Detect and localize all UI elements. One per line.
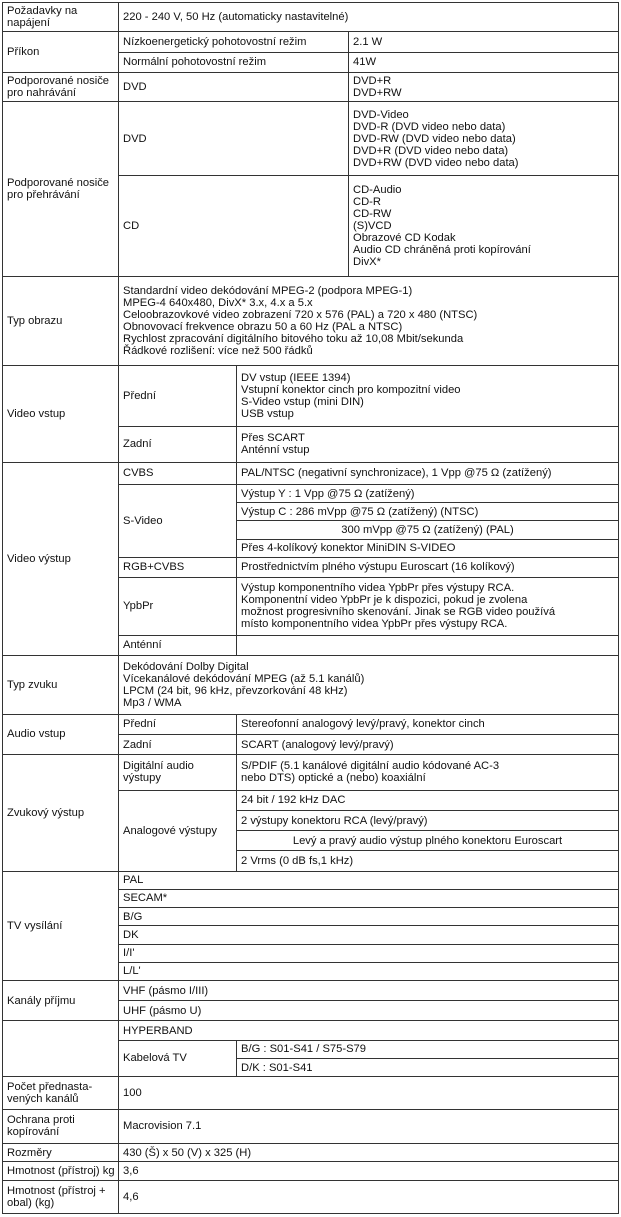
label-tv: TV vysílání (3, 871, 119, 980)
row-cable-hyperband (3, 1021, 619, 1040)
audio-out-digital-list (237, 755, 619, 790)
label-video-out: Video výstup (3, 462, 119, 655)
svideo-spec: Výstup C : 286 mVpp @75 Ω (zatížený) (NTSC) (237, 503, 619, 521)
picture-list (119, 277, 619, 366)
label-weight: Hmotnost (přístroj) kg (3, 1162, 119, 1181)
video-out-ypbpr-label: YpbPr (119, 578, 237, 636)
video-out-cvbs-label: CVBS (119, 462, 237, 484)
label-copy-protection: Ochrana proti kopírování (3, 1109, 119, 1143)
list-item: Řádkové rozlišení: více než 500 řádků (123, 345, 313, 358)
video-in-rear-list (237, 427, 619, 462)
label-dimensions: Rozměry (3, 1143, 119, 1161)
spec-table (2, 2, 619, 1214)
list-item: Rychlost zpracování digitálního bitového toku až 10,08 Mbit/sekunda (123, 333, 464, 346)
row-weight-box (3, 1181, 619, 1214)
label-power-requirement: Požadavky na napájení (3, 3, 119, 32)
row-video-in-front (3, 366, 619, 427)
list-item: Dekódování Dolby Digital (123, 660, 249, 673)
row-channels (3, 980, 619, 1000)
list-item: Anténní vstup (241, 444, 310, 457)
presets-value: 100 (119, 1077, 619, 1109)
label-play-media: Podporované nosiče pro přehrávání (3, 102, 119, 277)
label-channels: Kanály příjmu (3, 980, 119, 1021)
list-item: Vícekanálové dekódování MPEG (až 5.1 kanálů) (123, 672, 365, 685)
row-weight (3, 1162, 619, 1181)
row-picture (3, 277, 619, 366)
tv-system: L/L' (119, 962, 619, 980)
video-out-antenna-value (237, 635, 619, 655)
cable-label: Kabelová TV (119, 1040, 237, 1076)
row-presets (3, 1077, 619, 1109)
list-item: Přes SCART (241, 432, 305, 445)
row-audio-in-front (3, 714, 619, 734)
cable-hyperband: HYPERBAND (119, 1021, 619, 1040)
audio-type-list (119, 656, 619, 715)
copy-protection-value: Macrovision 7.1 (119, 1109, 619, 1143)
list-item: S/PDIF (5.1 kanálové digitální audio kódované AC-3 (241, 760, 500, 773)
list-item: (S)VCD (353, 220, 392, 233)
video-in-rear-label: Zadní (119, 427, 237, 462)
tv-system: I/I' (119, 944, 619, 962)
cable-range: B/G : S01-S41 / S75-S79 (237, 1040, 619, 1058)
list-item: DVD-R (DVD video nebo data) (353, 120, 506, 133)
video-out-antenna-label: Anténní (119, 635, 237, 655)
dimensions-value: 430 (Š) x 50 (V) x 325 (H) (119, 1143, 619, 1161)
analog-spec: 2 výstupy konektoru RCA (levý/pravý) (237, 810, 619, 830)
list-item: DVD-Video (353, 108, 409, 121)
video-out-cvbs-value: PAL/NTSC (negativní synchronizace), 1 Vpp @75 Ω (zatížený) (237, 462, 619, 484)
video-out-svideo-label: S-Video (119, 484, 237, 557)
row-video-out-cvbs (3, 462, 619, 484)
list-item: nebo DTS) optické a (nebo) koaxiální (241, 772, 426, 785)
list-item: Výstup komponentního videa YpbPr přes výstupy RCA. (241, 582, 515, 595)
list-item: Vstupní konektor cinch pro kompozitní video (241, 384, 461, 397)
list-item: S-Video vstup (mini DIN) (241, 396, 364, 409)
list-item: možnost progresivního skenování. Jinak se RGB video používá (241, 606, 556, 619)
row-record-media (3, 72, 619, 101)
consumption-value: 2.1 W (349, 32, 619, 52)
audio-out-analog-label: Analogové výstupy (119, 790, 237, 871)
record-media-list (349, 72, 619, 101)
label-presets: Počet přednasta-vených kanálů (3, 1077, 119, 1109)
video-out-ypbpr-list (237, 578, 619, 636)
audio-in-value: Stereofonní analogový levý/pravý, konektor cinch (237, 714, 619, 734)
play-media-cd-list (349, 176, 619, 277)
list-item: USB vstup (241, 408, 294, 421)
audio-out-digital-label: Digitální audio výstupy (119, 755, 237, 790)
audio-in-label: Přední (119, 714, 237, 734)
list-item: Obnovovací frekvence obrazu 50 a 60 Hz (PAL a NTSC) (123, 321, 403, 334)
label-audio-out: Zvukový výstup (3, 755, 119, 871)
analog-spec: Levý a pravý audio výstup plného konektoru Euroscart (237, 831, 619, 851)
row-consumption-low (3, 32, 619, 52)
label-audio-type: Typ zvuku (3, 656, 119, 715)
label-video-in: Video vstup (3, 366, 119, 462)
weight-value: 3,6 (119, 1162, 619, 1181)
list-item: CD-RW (353, 208, 392, 221)
list-item: Audio CD chráněná proti kopírování (353, 244, 531, 257)
list-item: DVD+R (DVD video nebo data) (353, 144, 509, 157)
analog-spec: 24 bit / 192 kHz DAC (237, 790, 619, 810)
list-item: CD-Audio (353, 184, 402, 197)
row-play-media-dvd (3, 102, 619, 176)
play-media-dvd-list (349, 102, 619, 176)
list-item: Celoobrazovkové video zobrazení 720 x 576 (PAL) a 720 x 480 (NTSC) (123, 309, 478, 322)
play-media-cd-type: CD (119, 176, 349, 277)
channel-band: UHF (pásmo U) (119, 1001, 619, 1021)
video-in-front-list (237, 366, 619, 427)
consumption-mode: Normální pohotovostní režim (119, 52, 349, 72)
list-item: DV vstup (IEEE 1394) (241, 372, 351, 385)
list-item: LPCM (24 bit, 96 kHz, převzorkování 48 kHz) (123, 684, 348, 697)
list-item: DVD+RW (DVD video nebo data) (353, 156, 519, 169)
svideo-spec: 300 mVpp @75 Ω (zatížený) (PAL) (237, 521, 619, 539)
list-item: CD-R (353, 196, 381, 209)
weight-box-value: 4,6 (119, 1181, 619, 1214)
audio-in-label: Zadní (119, 734, 237, 754)
label-cable-empty (3, 1021, 119, 1077)
row-tv (3, 871, 619, 889)
row-audio-type (3, 656, 619, 715)
list-item: místo komponentního videa YpbPr přes výstupy RCA. (241, 618, 508, 631)
analog-spec: 2 Vrms (0 dB fs,1 kHz) (237, 851, 619, 871)
row-power-requirement (3, 3, 619, 32)
list-item: Standardní video dekódování MPEG-2 (podpora MPEG-1) (123, 285, 413, 298)
cable-range: D/K : S01-S41 (237, 1058, 619, 1076)
channel-band: VHF (pásmo I/III) (119, 980, 619, 1000)
label-audio-in: Audio vstup (3, 714, 119, 755)
list-item: DVD+RW (353, 87, 402, 100)
label-record-media: Podporované nosiče pro nahrávání (3, 72, 119, 101)
svideo-spec: Výstup Y : 1 Vpp @75 Ω (zatížený) (237, 484, 619, 502)
audio-in-value: SCART (analogový levý/pravý) (237, 734, 619, 754)
list-item: DivX* (353, 256, 381, 269)
video-out-rgb-value: Prostřednictvím plného výstupu Euroscart (16 kolíkový) (237, 557, 619, 577)
tv-system: B/G (119, 908, 619, 926)
row-dimensions (3, 1143, 619, 1161)
label-consumption: Příkon (3, 32, 119, 73)
svideo-spec: Přes 4-kolíkový konektor MiniDIN S-VIDEO (237, 539, 619, 557)
play-media-dvd-type: DVD (119, 102, 349, 176)
spec-sheet (2, 2, 618, 1214)
row-copy-protection (3, 1109, 619, 1143)
tv-system: PAL (119, 871, 619, 889)
list-item: MPEG-4 640x480, DivX* 3.x, 4.x a 5.x (123, 297, 313, 310)
row-audio-out-digital (3, 755, 619, 790)
label-weight-box: Hmotnost (přístroj + obal) (kg) (3, 1181, 119, 1214)
tv-system: SECAM* (119, 889, 619, 907)
list-item: DVD-RW (DVD video nebo data) (353, 132, 516, 145)
tv-system: DK (119, 926, 619, 944)
list-item: Mp3 / WMA (123, 696, 182, 709)
video-out-rgb-label: RGB+CVBS (119, 557, 237, 577)
label-picture: Typ obrazu (3, 277, 119, 366)
list-item: DVD+R (353, 75, 392, 88)
consumption-mode: Nízkoenergetický pohotovostní režim (119, 32, 349, 52)
record-media-type: DVD (119, 72, 349, 101)
video-in-front-label: Přední (119, 366, 237, 427)
list-item: Obrazové CD Kodak (353, 232, 456, 245)
list-item: Komponentní video YpbPr je k dispozici, pokud je zvolena (241, 594, 528, 607)
value-power-requirement: 220 - 240 V, 50 Hz (automaticky nastavitelné) (119, 3, 619, 32)
consumption-value: 41W (349, 52, 619, 72)
